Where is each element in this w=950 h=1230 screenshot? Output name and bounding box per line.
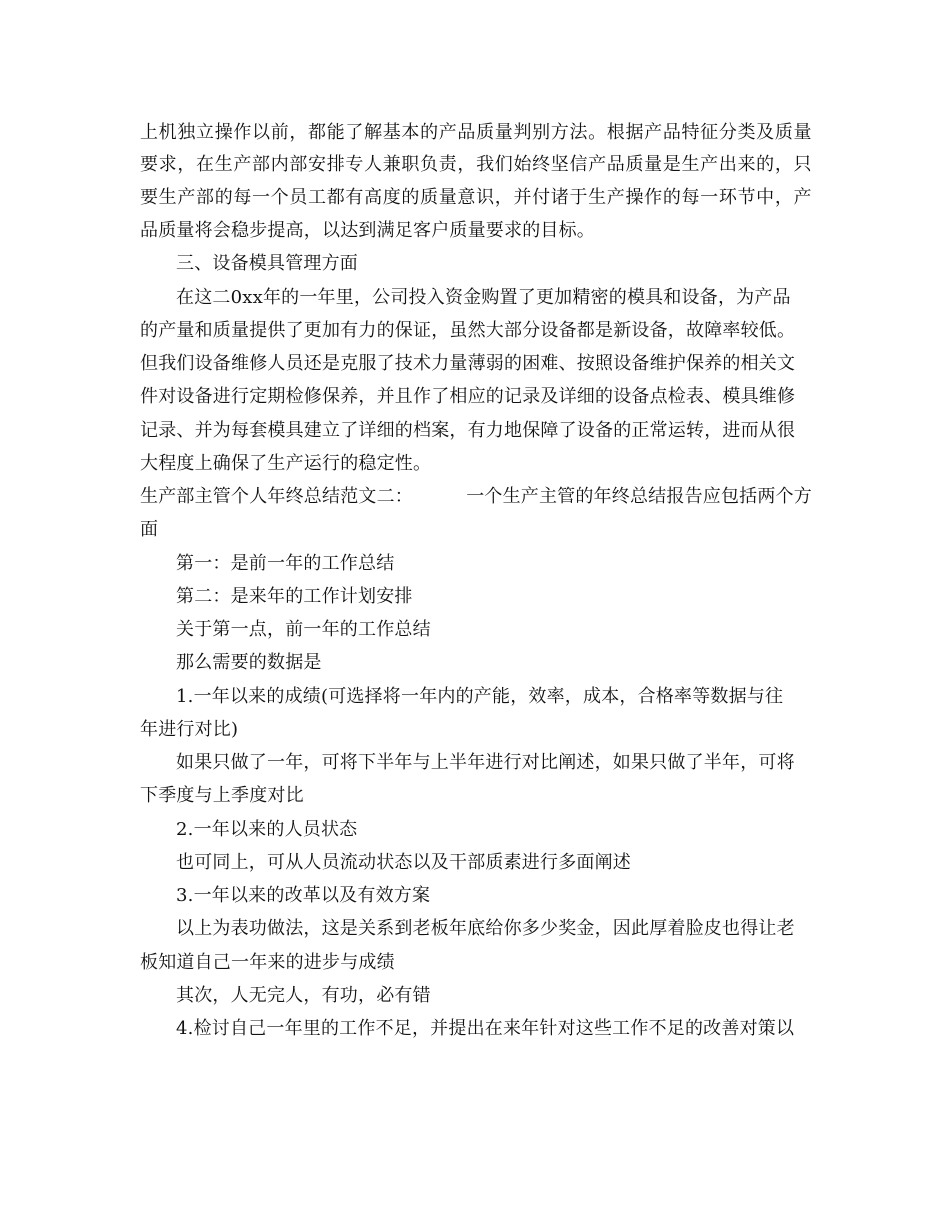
- list-item: [176, 879, 430, 913]
- heading-text: 三、设备模具管理方面: [176, 253, 358, 274]
- glyph: 们: [494, 154, 513, 175]
- glyph: 并: [513, 187, 532, 208]
- line-text: 如果只做了一年，可将下半年与上半年进行对比阐述，如果只做了半年，可将: [176, 752, 795, 773]
- line-text: 以上为表功做法，这是关系到老板年底给你多少奖金，因此厚着脸皮也得让老: [176, 918, 795, 939]
- glyph: 产: [233, 154, 252, 175]
- line-text: 年进行对比): [140, 719, 239, 740]
- glyph: 个: [270, 187, 289, 208]
- glyph: 的: [420, 122, 439, 143]
- glyph: 产: [793, 187, 812, 208]
- glyph: 是: [662, 154, 682, 175]
- glyph: 本: [401, 122, 420, 143]
- glyph: 。: [588, 122, 607, 143]
- glyph: 生: [681, 154, 700, 175]
- line-text: 4.检讨自己一年里的工作不足，并提出在来年针对这些工作不足的改善对策以: [176, 1018, 795, 1039]
- glyph: 部: [196, 187, 215, 208]
- glyph: 量: [793, 122, 812, 143]
- section-heading: [176, 247, 358, 281]
- paragraph-line: [140, 314, 795, 348]
- glyph: 排: [326, 154, 345, 175]
- glyph: 部: [289, 154, 308, 175]
- line-text: 在这二0xx年的一年里，公司投入资金购置了更加精密的模具和设备，为产品: [176, 287, 791, 308]
- line-text: 记录、并为每套模具建立了详细的档案，有力地保障了设备的正常运转，进而从很: [140, 420, 796, 441]
- glyph: 作: [233, 122, 252, 143]
- article-title-line: [140, 480, 812, 514]
- glyph: 信: [569, 154, 588, 175]
- glyph: 质: [420, 187, 439, 208]
- glyph: 职: [401, 154, 420, 175]
- glyph: 解: [364, 122, 383, 143]
- glyph: 品: [457, 122, 476, 143]
- paragraph-line: [140, 946, 395, 980]
- list-item: [176, 1012, 794, 1046]
- glyph: 质: [774, 122, 794, 143]
- glyph: 责: [438, 154, 457, 175]
- line-text: 2.一年以来的人员状态: [176, 819, 358, 840]
- glyph: 法: [569, 122, 588, 143]
- paragraph-line: [140, 347, 795, 381]
- glyph: 员: [289, 187, 308, 208]
- glyph: 质: [625, 154, 644, 175]
- glyph: 量: [438, 187, 457, 208]
- glyph: 来: [737, 154, 756, 175]
- paragraph-line: [176, 746, 795, 780]
- glyph: 每: [681, 187, 700, 208]
- line-text: 1.一年以来的成绩(可选择将一年内的产能，效率，成本，合格率等数据与往: [176, 686, 784, 707]
- glyph: 据: [625, 122, 644, 143]
- line-text: 3.一年以来的改革以及有效方案: [176, 885, 431, 906]
- line-text: 其次，人无完人，有功，必有错: [176, 985, 431, 1006]
- glyph: 环: [718, 187, 738, 208]
- glyph: 品: [662, 122, 682, 143]
- glyph: 的: [756, 154, 775, 175]
- glyph: 兼: [382, 154, 401, 175]
- glyph: 类: [737, 122, 756, 143]
- glyph: 量: [644, 154, 663, 175]
- glyph: 及: [756, 122, 775, 143]
- glyph: 始: [513, 154, 532, 175]
- glyph: 产: [606, 187, 625, 208]
- glyph: 特: [681, 122, 700, 143]
- line-text: 那么需要的数据是: [176, 652, 322, 673]
- line-text: 第二：是来年的工作计划安排: [176, 586, 413, 607]
- line-text: 关于第一点，前一年的工作总结: [176, 619, 431, 640]
- line-text: 但我们设备维修人员还是克服了技术力量薄弱的困难、按照设备维护保养的相关文: [140, 353, 796, 374]
- glyph: 前: [270, 122, 289, 143]
- paragraph-line: [176, 912, 795, 946]
- glyph: 出: [718, 154, 738, 175]
- glyph: 根: [606, 122, 625, 143]
- glyph: 以: [252, 122, 271, 143]
- line-text: 下季度与上季度对比: [140, 785, 304, 806]
- glyph: 征: [700, 122, 719, 143]
- glyph: 部: [252, 154, 271, 175]
- line-text: 一个生产主管的年终总结报告应包括两个方: [466, 486, 812, 507]
- glyph: 产: [438, 122, 457, 143]
- glyph: 作: [644, 187, 663, 208]
- paragraph-line: [176, 281, 791, 315]
- line-text: 的产量和质量提供了更加有力的保证，虽然大部分设备都是新设备，故障率较低。: [140, 320, 796, 341]
- glyph: 别: [532, 122, 551, 143]
- glyph: 有: [345, 187, 364, 208]
- glyph: 立: [196, 122, 215, 143]
- paragraph-line: [140, 214, 595, 248]
- glyph: 工: [308, 187, 327, 208]
- glyph: 产: [644, 122, 663, 143]
- article-title: 生产部主管个人年终总结范文二：: [140, 486, 413, 507]
- line-text: 品质量将会稳步提高，以达到满足客户质量要求的目标。: [140, 220, 595, 241]
- line-text: 第一：是前一年的工作总结: [176, 553, 395, 574]
- paragraph-line: [140, 713, 238, 747]
- paragraph-line: [176, 580, 413, 614]
- paragraph-line: [140, 116, 812, 150]
- glyph: 能: [326, 122, 345, 143]
- paragraph-line: [140, 380, 795, 414]
- paragraph-line: [176, 846, 631, 880]
- glyph: 产: [177, 187, 196, 208]
- glyph: 了: [345, 122, 364, 143]
- glyph: 的: [401, 187, 420, 208]
- line-text: 也可同上，可从人员流动状态以及干部质素进行多面阐述: [176, 852, 631, 873]
- paragraph-line: [176, 646, 322, 680]
- paragraph-line: [140, 447, 431, 481]
- glyph: 节: [737, 187, 756, 208]
- glyph: 安: [308, 154, 327, 175]
- line-text: 件对设备进行定期检修保养，并且作了相应的记录及详细的设备点检表、模具维修: [140, 386, 796, 407]
- glyph: 操: [214, 122, 233, 143]
- glyph: 要: [140, 154, 159, 175]
- glyph: 高: [364, 187, 383, 208]
- glyph: 坚: [550, 154, 569, 175]
- glyph: ，: [774, 187, 794, 208]
- glyph: 方: [550, 122, 569, 143]
- glyph: ，: [289, 122, 308, 143]
- glyph: 的: [214, 187, 233, 208]
- glyph: 在: [196, 154, 215, 175]
- glyph: 一: [700, 187, 719, 208]
- list-item: [176, 813, 357, 847]
- glyph: 终: [532, 154, 551, 175]
- glyph: 质: [476, 122, 495, 143]
- glyph: 求: [158, 154, 177, 175]
- paragraph-line: [140, 513, 158, 547]
- glyph: 量: [494, 122, 513, 143]
- line-text: 大程度上确保了生产运行的稳定性。: [140, 453, 432, 474]
- glyph: ，: [494, 187, 513, 208]
- glyph: 负: [420, 154, 439, 175]
- glyph: 要: [140, 187, 159, 208]
- paragraph-line: [140, 779, 304, 813]
- glyph: 内: [270, 154, 289, 175]
- paragraph-line: [140, 181, 812, 215]
- glyph: 产: [588, 154, 607, 175]
- glyph: 独: [177, 122, 196, 143]
- paragraph-line: [140, 148, 812, 182]
- glyph: 生: [588, 187, 607, 208]
- glyph: 生: [158, 187, 177, 208]
- glyph: 于: [569, 187, 588, 208]
- glyph: 人: [364, 154, 383, 175]
- glyph: 机: [158, 122, 177, 143]
- paragraph-line: [140, 414, 795, 448]
- paragraph-line: [176, 613, 431, 647]
- glyph: 意: [457, 187, 476, 208]
- glyph: 都: [326, 187, 345, 208]
- glyph: 每: [233, 187, 252, 208]
- glyph: 品: [606, 154, 625, 175]
- glyph: 只: [793, 154, 812, 175]
- glyph: 识: [476, 187, 495, 208]
- glyph: ，: [457, 154, 476, 175]
- glyph: 操: [625, 187, 644, 208]
- glyph: 分: [718, 122, 738, 143]
- glyph: 生: [214, 154, 233, 175]
- list-item: [176, 680, 783, 714]
- glyph: 的: [662, 187, 682, 208]
- glyph: 都: [308, 122, 327, 143]
- glyph: 一: [252, 187, 271, 208]
- paragraph-line: [176, 547, 394, 581]
- glyph: 专: [345, 154, 364, 175]
- glyph: 度: [382, 187, 401, 208]
- glyph: 判: [513, 122, 532, 143]
- glyph: 中: [756, 187, 775, 208]
- glyph: 产: [700, 154, 719, 175]
- glyph: ，: [774, 154, 794, 175]
- glyph: 我: [476, 154, 495, 175]
- glyph: 基: [382, 122, 401, 143]
- line-text: 面: [140, 519, 159, 540]
- glyph: 上: [140, 122, 159, 143]
- glyph: 诸: [550, 187, 569, 208]
- paragraph-line: [176, 979, 431, 1013]
- glyph: ，: [177, 154, 196, 175]
- glyph: 付: [532, 187, 551, 208]
- line-text: 板知道自己一年来的进步与成绩: [140, 952, 395, 973]
